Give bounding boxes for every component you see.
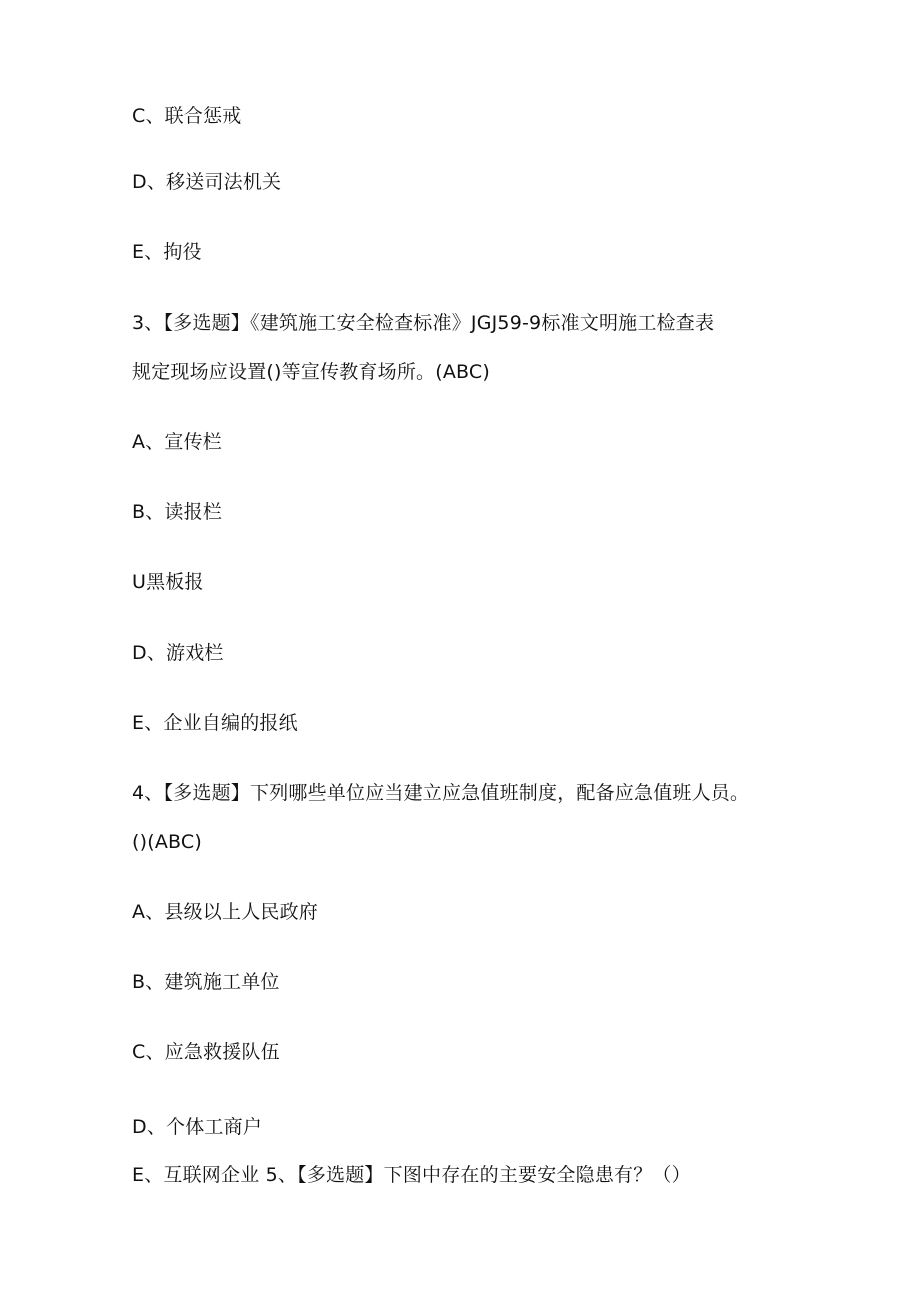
option-e-detention: E、拘役 [132,241,202,263]
q3-option-a: A、宣传栏 [132,431,222,453]
q4-option-a: A、县级以上人民政府 [132,901,318,923]
question-4-line-1: 4、【多选题】下列哪些单位应当建立应急值班制度，配备应急值班人员。 [132,782,750,804]
q3-option-e: E、企业自编的报纸 [132,712,298,734]
q4-option-e-and-question-5: E、互联网企业 5、【多选题】下图中存在的主要安全隐患有？（） [132,1164,691,1186]
option-c-joint-punishment: C、联合惩戒 [132,105,242,127]
q4-option-d: D、个体工商户 [132,1116,263,1138]
option-d-judicial-transfer: D、移送司法机关 [132,171,282,193]
q4-option-b: B、建筑施工单位 [132,971,280,993]
q3-option-c: U黑板报 [132,571,204,593]
question-3-line-2: 规定现场应设置()等宣传教育场所。(ABC) [132,361,491,383]
q3-option-d: D、游戏栏 [132,642,224,664]
question-3-line-1: 3、【多选题】《建筑施工安全检查标准》JGJ59-9标准文明施工检查表 [132,312,715,334]
question-4-line-2: ()(ABC) [132,831,203,853]
q4-option-c: C、应急救援队伍 [132,1041,280,1063]
q3-option-b: B、读报栏 [132,501,223,523]
